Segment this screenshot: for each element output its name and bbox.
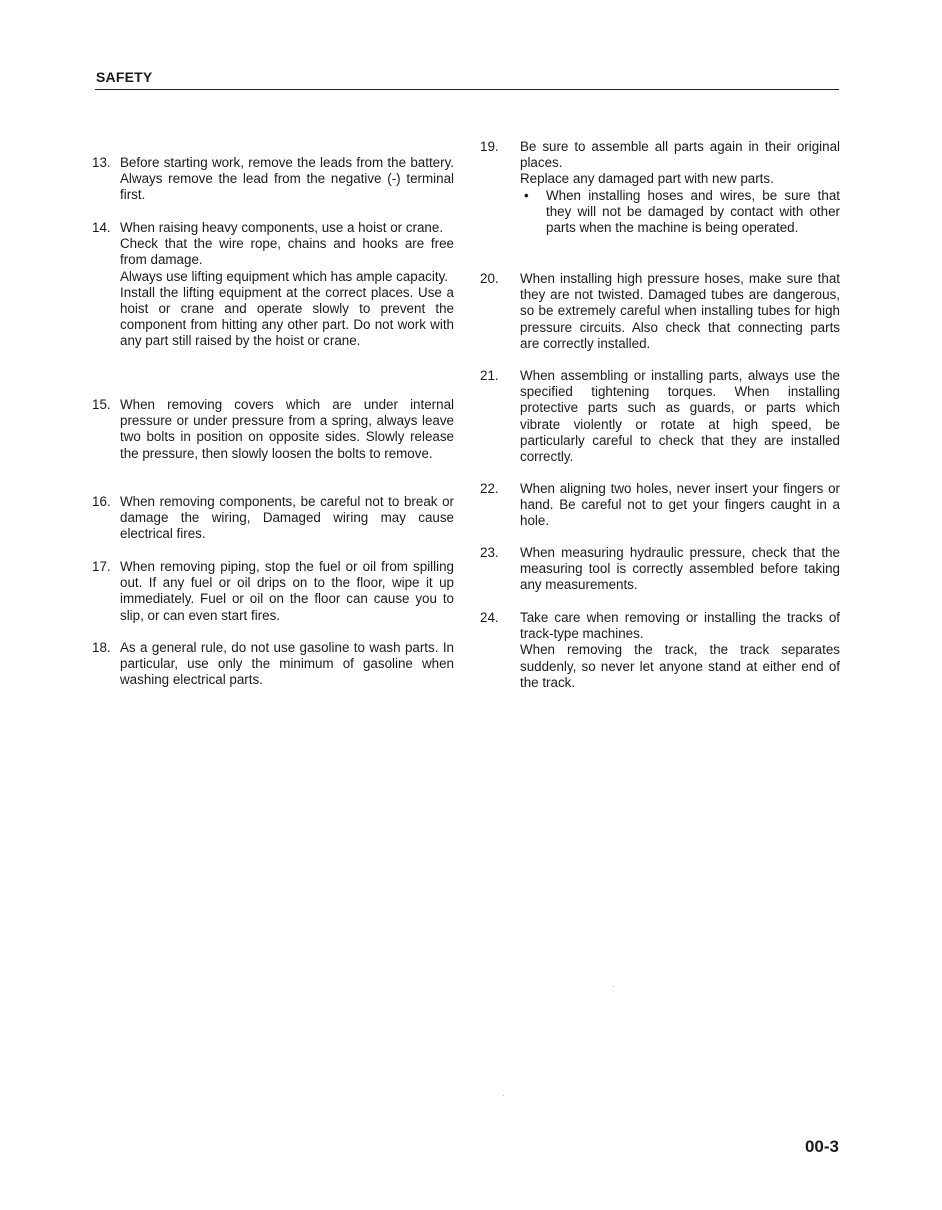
item-number: 22. — [480, 481, 499, 496]
safety-item-15 — [92, 397, 454, 462]
item-paragraph: When aligning two holes, never insert your fingers or hand. Be careful not to get your fingers caught in a hole. — [520, 481, 840, 529]
header-divider — [95, 89, 839, 90]
safety-item-24 — [480, 610, 840, 691]
safety-item-13 — [92, 155, 454, 204]
item-number: 24. — [480, 610, 499, 625]
item-paragraph: Check that the wire rope, chains and hooks are free from damage. — [120, 236, 454, 268]
item-number: 21. — [480, 368, 499, 383]
safety-item-20 — [480, 271, 840, 352]
safety-item-19 — [480, 139, 840, 236]
safety-item-18 — [92, 640, 454, 689]
item-paragraph: Install the lifting equipment at the correct places. Use a hoist or crane and operate slowly to prevent the component from hitting any other part. Do not work with any part still raised by the hoist or crane. — [120, 284, 454, 349]
item-number: 13. — [92, 155, 111, 170]
bullet-icon: • — [524, 187, 529, 203]
item-paragraph: When assembling or installing parts, always use the specified tightening torques. When installing protective parts such as guards, or parts which vibrate violently or rotate at high speed, be particularly careful to check that they are installed correctly. — [520, 368, 840, 465]
item-number: 17. — [92, 559, 111, 574]
scan-speck — [503, 1095, 504, 1096]
page-number: 00-3 — [804, 1137, 839, 1156]
item-paragraph: Before starting work, remove the leads from the battery. Always remove the lead from the negative (-) terminal first. — [120, 155, 454, 203]
item-number: 23. — [480, 545, 499, 560]
item-paragraph: When raising heavy components, use a hoist or crane. — [120, 220, 444, 235]
item-paragraph: When removing covers which are under internal pressure or under pressure from a spring, always leave two bolts in position on opposite sides. Slowly release the pressure, then slowly loosen the bolts to remove. — [120, 397, 454, 461]
scan-speck — [613, 986, 614, 987]
safety-item-17 — [92, 559, 454, 624]
item-number: 15. — [92, 397, 111, 412]
safety-item-14 — [92, 220, 454, 350]
item-number: 19. — [480, 139, 499, 154]
bullet-item — [520, 188, 840, 237]
item-paragraph: Replace any damaged part with new parts. — [520, 171, 774, 187]
item-number: 14. — [92, 220, 111, 235]
safety-item-16 — [92, 494, 454, 543]
item-paragraph: When installing high pressure hoses, make sure that they are not twisted. Damaged tubes are dangerous, so be extremely careful when installing tubes for high pressure circuits. Also check that connecting parts are correctly installed. — [520, 271, 840, 351]
item-paragraph: Be sure to assemble all parts again in their original places. — [520, 139, 840, 171]
item-paragraph: As a general rule, do not use gasoline to wash parts. In particular, use only the minimum of gasoline when washing electrical parts. — [120, 640, 454, 688]
item-number: 16. — [92, 494, 111, 509]
safety-item-22 — [480, 481, 840, 530]
item-paragraph: When removing piping, stop the fuel or oil from spilling out. If any fuel or oil drips on to the floor, wipe it up immediately. Fuel or oil on the floor can cause you to slip, or can even start fires. — [120, 559, 454, 623]
item-paragraph: When removing components, be careful not to break or damage the wiring, Damaged wiring may cause electrical fires. — [120, 494, 454, 542]
item-paragraph: When removing the track, the track separates suddenly, so never let anyone stand at either end of the track. — [520, 642, 840, 690]
item-number: 20. — [480, 271, 499, 286]
safety-item-21 — [480, 368, 840, 465]
item-paragraph: When measuring hydraulic pressure, check that the measuring tool is correctly assembled before taking any measurements. — [520, 545, 840, 593]
section-title: SAFETY — [96, 69, 153, 85]
safety-item-23 — [480, 545, 840, 594]
item-number: 18. — [92, 640, 111, 655]
bullet-text: When installing hoses and wires, be sure that they will not be damaged by contact with other parts when the machine is being operated. — [546, 187, 840, 236]
item-paragraph: Take care when removing or installing the tracks of track-type machines. — [520, 610, 840, 642]
item-paragraph: Always use lifting equipment which has ample capacity. — [120, 268, 448, 284]
